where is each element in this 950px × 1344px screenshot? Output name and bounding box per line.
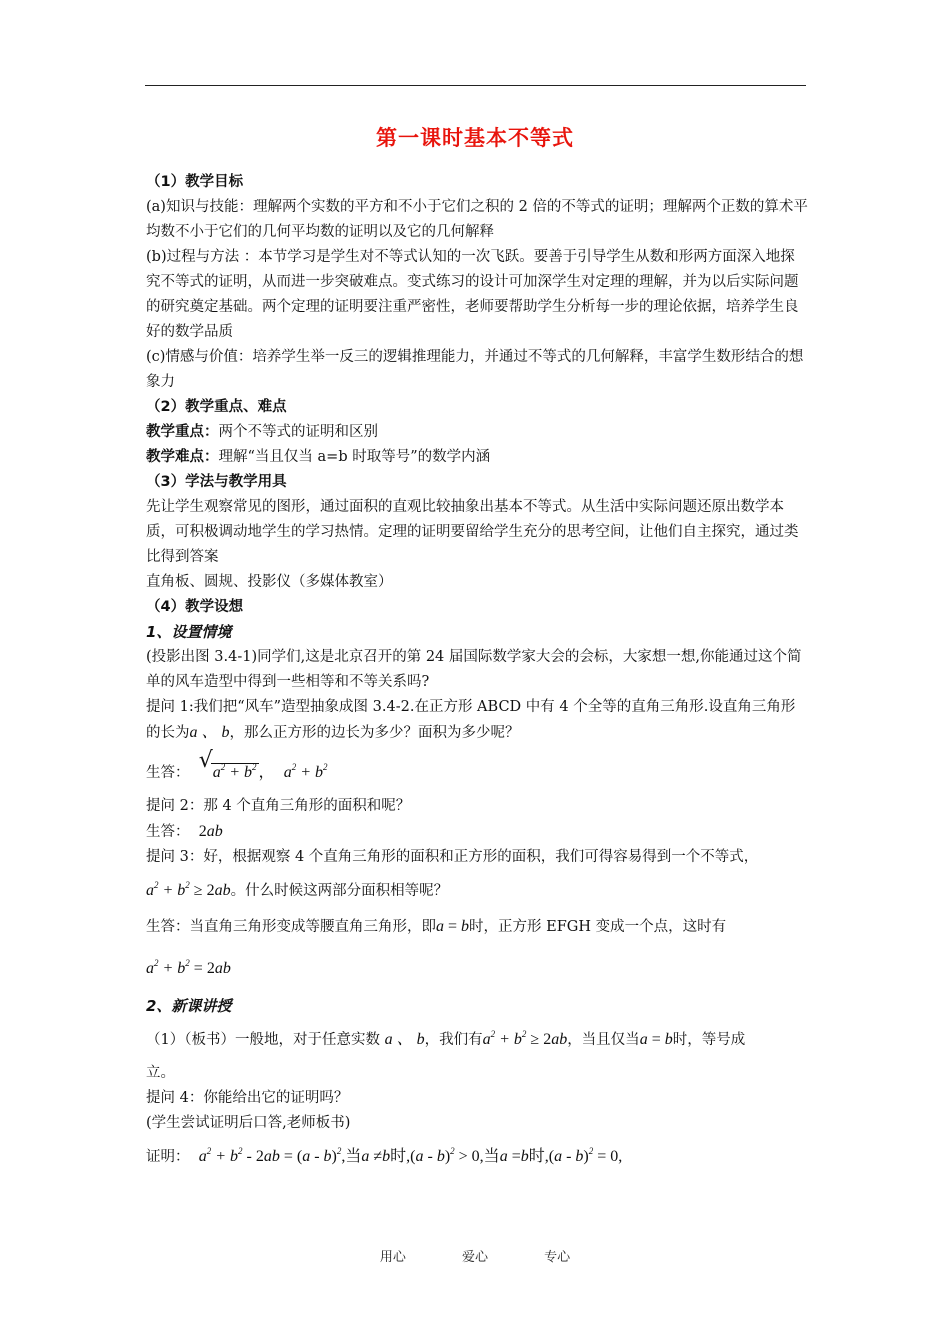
difficult-point-label: 教学难点： bbox=[146, 449, 219, 465]
objective-c: (c)情感与价值：培养学生举一反三的逻辑推理能力，并通过不等式的几何解释，丰富学生数形结合的想象力 bbox=[146, 349, 804, 390]
key-point-text: 两个不等式的证明和区别 bbox=[218, 424, 378, 440]
difficult-point-text: 理解“当且仅当 a=b 时取等号”的数学内涵 bbox=[218, 449, 491, 465]
question-2: 提问 2：那 4 个直角三角形的面积和呢？ bbox=[146, 798, 411, 814]
answer-3-equality bbox=[146, 948, 808, 984]
math-a2-plus-b2: $a^2 + b^2$ bbox=[283, 762, 328, 781]
theorem-1-text-b: ，我们有 bbox=[424, 1032, 483, 1048]
question-4: 提问 4：你能给出它的证明吗？ bbox=[146, 1090, 349, 1106]
answer-1: 生答： √ $a^2 + b^2$ ， $a^2 + b^2$ bbox=[146, 752, 808, 788]
header-rule bbox=[145, 85, 806, 86]
math-theorem-a-eq-b: a = b bbox=[639, 1031, 673, 1048]
section-heading-key-points: （2）教学重点、难点 bbox=[146, 399, 287, 415]
theorem-1-text-a: （1）（板书）一般地，对于任意实数 bbox=[146, 1032, 380, 1048]
question-3-inequality bbox=[146, 870, 808, 906]
theorem-1-end: 立。 bbox=[146, 1065, 175, 1081]
teaching-tools: 直角板、圆规、投影仪（多媒体教室） bbox=[146, 574, 393, 590]
math-proof: $a^2 + b^2 - 2ab = (a - b)^2$,当a ≠b时,(a - b)$^2$ > 0,当a =b时,(a - b)$^2$ = 0, bbox=[198, 1146, 623, 1165]
math-a-b: a 、 b bbox=[189, 724, 230, 741]
footer-item-1: 用心 bbox=[379, 1250, 406, 1265]
proof-label: 证明： bbox=[146, 1149, 190, 1165]
question-1-text-b: ，那么正方形的边长为多少？面积为多少呢？ bbox=[229, 725, 520, 741]
answer-2 bbox=[146, 819, 808, 845]
subsection-new-lesson: 2、新课讲授 bbox=[146, 997, 232, 1015]
section-heading-methods: （3）学法与教学用具 bbox=[146, 474, 287, 490]
question-3: 提问 3：好，根据观察 4 个直角三角形的面积和正方形的面积，我们可得容易得到一个不等式， bbox=[146, 849, 759, 865]
section-heading-design: （4）教学设想 bbox=[146, 599, 244, 615]
key-point bbox=[146, 420, 808, 445]
objective-a: (a)知识与技能：理解两个实数的平方和不小于它们之积的 2 倍的不等式的证明；理解两个正数的算术平均数不小于它们的几何平均数的证明以及它的几何解释 bbox=[146, 199, 808, 240]
math-equality: $a^2 + b^2 = 2ab$ bbox=[146, 958, 231, 977]
difficult-point bbox=[146, 445, 808, 470]
key-point-label: 教学重点： bbox=[146, 424, 219, 440]
math-theorem-inequality: $a^2 + b^2 \ge 2ab$ bbox=[482, 1029, 568, 1048]
theorem-1-text-d: 时，等号成 bbox=[672, 1032, 746, 1048]
page-title: 第一课时基本不等式 bbox=[376, 126, 574, 150]
scenario-intro: (投影出图 3.4-1)同学们,这是北京召开的第 24 届国际数学家大会的会标，大家想一想,你能通过这个简单的风车造型中得到一些相等和不等关系吗? bbox=[146, 649, 802, 690]
answer-2-label: 生答： bbox=[146, 824, 190, 840]
theorem-1-text-c: ，当且仅当 bbox=[567, 1032, 640, 1048]
math-a-comma-b: a 、 b bbox=[384, 1031, 425, 1048]
page-footer bbox=[0, 1246, 950, 1265]
section-heading-objectives: （1）教学目标 bbox=[146, 174, 244, 190]
theorem-1 bbox=[146, 1019, 808, 1055]
math-a-eq-b: a = b bbox=[436, 918, 470, 935]
answer-3-text-a: 生答：当直角三角形变成等腰直角三角形，即 bbox=[146, 919, 436, 935]
question-4-note: (学生尝试证明后口答,老师板书) bbox=[146, 1115, 351, 1131]
document-body bbox=[146, 170, 808, 1172]
question-1-text-a: 提问 1:我们把“风车”造型抽象成图 3.4-2.在正方形 ABCD 中有 4 个全等的直角三角形.设直角三角形的长为 bbox=[146, 699, 796, 741]
subsection-scenario: 1、设置情境 bbox=[146, 623, 232, 641]
question-3-tail: 。什么时候这两部分面积相等呢？ bbox=[230, 883, 449, 899]
question-1 bbox=[146, 695, 808, 746]
methods-text: 先让学生观察常见的图形，通过面积的直观比较抽象出基本不等式。从生活中实际问题还原出数学本质，可积极调动地学生的学习热情。定理的证明要留给学生充分的思考空间，让他们自主探究，通过类比得到答案 bbox=[146, 499, 799, 565]
footer-item-3: 专心 bbox=[544, 1250, 571, 1265]
answer-3 bbox=[146, 912, 808, 942]
answer-3-text-b: 时，正方形 EFGH 变成一个点，这时有 bbox=[469, 919, 727, 935]
math-2ab: 2ab bbox=[198, 823, 223, 840]
objective-b: (b)过程与方法 ：本节学习是学生对不等式认知的一次飞跃。要善于引导学生从数和形两方面深入地探究不等式的证明，从而进一步突破难点。变式练习的设计可加深学生对定理的理解，并为以后实际问题的研究奠定基础。两个定理的证明要注重严密性，老师要帮助学生分析每一步的理论依据，培养学生良好的数学品质 bbox=[146, 249, 799, 340]
footer-item-2: 爱心 bbox=[461, 1250, 488, 1265]
answer-1-label: 生答： bbox=[146, 765, 190, 781]
math-sqrt-a2-b2: √ $a^2 + b^2$ bbox=[198, 748, 257, 781]
math-inequality: $a^2 + b^2 \ge 2ab$ bbox=[146, 880, 231, 899]
proof bbox=[146, 1136, 808, 1172]
